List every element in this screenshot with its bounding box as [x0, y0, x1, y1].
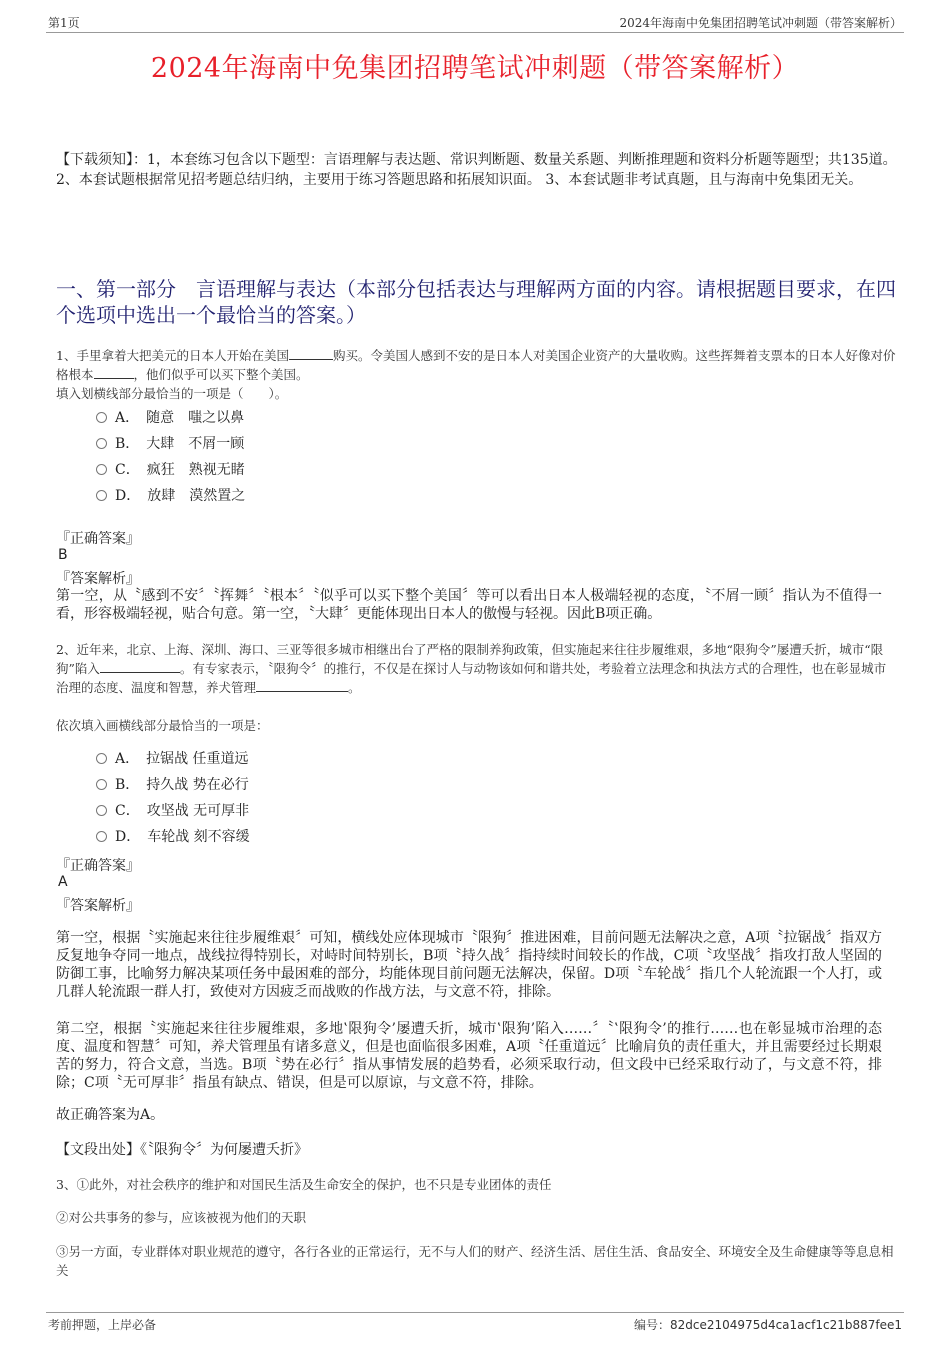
- source-note: 【文段出处】《〝限狗令〞为何屡遭夭折》: [56, 1142, 308, 1158]
- radio-icon[interactable]: [96, 438, 107, 449]
- question-1-stem: 1、手里拿着大把美元的日本人开始在美国 购买。令美国人感到不安的是日本人对美国企业资产的大量收购。这些挥舞着支票本的日本人好像对价格根本 ，他们似乎可以买下整个美国。 填入划横线部分最恰当的一项是（ ）。: [56, 348, 896, 401]
- option-d[interactable]: D． 车轮战 刻不容缓: [96, 824, 250, 850]
- radio-icon[interactable]: [96, 805, 107, 816]
- section-heading: 一、第一部分 言语理解与表达（本部分包括表达与理解两方面的内容。请根据题目要求，在四个选项中选出一个最恰当的答案。）: [56, 277, 896, 327]
- download-notice: 【下载须知】：1，本套练习包含以下题型：言语理解与表达题、常识判断题、数量关系题、判断推理题和资料分析题等题型；共135道。 2、本套试题根据常见招考题总结归纳，主要用于练习答题思路和拓展知识面。 3、本套试题非考试真题，且与海南中免集团无关。: [56, 152, 897, 188]
- question-3-line-3: ③另一方面，专业群体对职业规范的遵守，各行各业的正常运行，无不与人们的财产、经济生活、居住生活、食品安全、环境安全及生命健康等等息息相关: [56, 1244, 894, 1278]
- analysis-conclusion: 故正确答案为A。: [56, 1107, 165, 1123]
- answer-value: B: [58, 547, 68, 563]
- radio-icon[interactable]: [96, 490, 107, 501]
- question-1-options: [96, 405, 245, 509]
- question-2-prompt: 依次填入画横线部分最恰当的一项是：: [56, 718, 269, 733]
- answer-value: A: [58, 874, 68, 890]
- option-c[interactable]: C． 攻坚战 无可厚非: [96, 798, 250, 824]
- analysis-paragraph-2: 第二空，根据〝实施起来往往步履维艰，多地‛限狗令’屡遭夭折，城市‛限狗’陷入……〞〝‛限狗令’的推行……也在彰显城市治理的态度、温度和智慧〞可知，养犬管理虽有诸多意义，但是也面临很多困难，A项〝任重道远〞比喻肩负的责任重大，并且需要经过长期艰苦的努力，符合文意，当选。B项〝势在必行〞指从事情发展的趋势看，必须采取行动，但文段中已经采取行动了，与文意不符，排除；C项〝无可厚非〞指虽有缺点、错误，但是可以原谅，与文意不符，排除。: [56, 1021, 882, 1091]
- page-number: 第1页: [48, 16, 80, 30]
- radio-icon[interactable]: [96, 464, 107, 475]
- option-d[interactable]: D． 放肆 漠然置之: [96, 483, 245, 509]
- answer-label: 『正确答案』: [56, 858, 140, 874]
- question-3-line-2: ②对公共事务的参与，应该被视为他们的天职: [56, 1210, 307, 1225]
- question-3-line-1: 3、①此外，对社会秩序的维护和对国民生活及生命安全的保护，也不只是专业团体的责任: [56, 1177, 552, 1192]
- question-2-options: [96, 746, 250, 850]
- document-title: 2024年海南中免集团招聘笔试冲刺题（带答案解析）: [150, 53, 800, 84]
- analysis-label: 『答案解析』: [56, 571, 140, 587]
- option-a[interactable]: A． 拉锯战 任重道远: [96, 746, 250, 772]
- analysis-text: 第一空，从〝感到不安〞〝挥舞〞〝根本〞〝似乎可以买下整个美国〞等可以看出日本人极端轻视的态度，〝不屑一顾〞指认为不值得一看，形容极端轻视，贴合句意。第一空，〝大肆〞更能体现出日本人的傲慢与轻视。因此B项正确。: [56, 588, 882, 622]
- question-1-prompt: 填入划横线部分最恰当的一项是（ ）。: [56, 386, 288, 401]
- option-c[interactable]: C． 疯狂 熟视无睹: [96, 457, 245, 483]
- footer-slogan: 考前押题，上岸必备: [48, 1318, 157, 1332]
- header-doc-title: 2024年海南中免集团招聘笔试冲刺题（带答案解析）: [619, 16, 902, 30]
- analysis-label: 『答案解析』: [56, 898, 140, 914]
- radio-icon[interactable]: [96, 753, 107, 764]
- answer-label: 『正确答案』: [56, 531, 140, 547]
- radio-icon[interactable]: [96, 831, 107, 842]
- page-header: [46, 14, 904, 33]
- option-a[interactable]: A． 随意 嗤之以鼻: [96, 405, 245, 431]
- question-2-stem: 2、近年来，北京、上海、深圳、海口、三亚等很多城市相继出台了严格的限制养狗政策，但实施起来往往步履维艰，多地“限狗令”屡遭夭折，城市“限狗”陷入 。有专家表示，〝限狗令〞的推行，不仅是在探讨人与动物该如何和谐共处，考验着立法理念和执法方式的合理性，也在彰显城市治理的态度、温度和智慧，养犬管理 。: [56, 642, 887, 695]
- radio-icon[interactable]: [96, 779, 107, 790]
- analysis-paragraph-1: 第一空，根据〝实施起来往往步履维艰〞可知，横线处应体现城市〝限狗〞推进困难，目前问题无法解决之意，A项〝拉锯战〞指双方反复地争夺同一地点，战线拉得特别长，对峙时间特别长，B项〝持久战〞指持续时间较长的作战，C项〝攻坚战〞指攻打敌人坚固的防御工事，比喻努力解决某项任务中最困难的部分，均能体现目前问题无法解决，保留。D项〝车轮战〞指几个人轮流跟一个人打，或几群人轮流跟一群人打，致使对方因疲乏而战败的作战方法，与文意不符，排除。: [56, 930, 882, 1000]
- option-b[interactable]: B． 大肆 不屑一顾: [96, 431, 245, 457]
- page-footer: [46, 1312, 904, 1335]
- footer-code: 编号：82dce2104975d4ca1acf1c21b887fee1: [634, 1318, 902, 1332]
- option-b[interactable]: B． 持久战 势在必行: [96, 772, 250, 798]
- radio-icon[interactable]: [96, 412, 107, 423]
